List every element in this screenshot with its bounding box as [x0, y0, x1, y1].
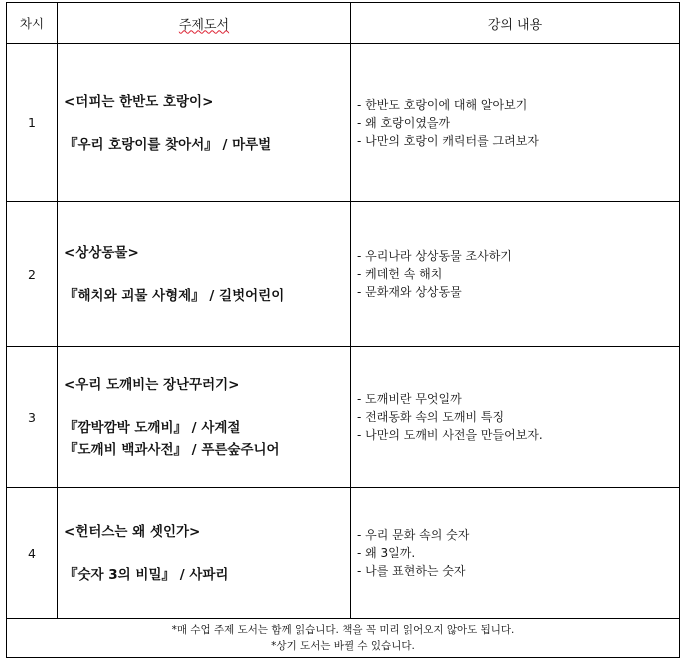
content-item: - 도깨비란 무엇일까 — [357, 392, 462, 406]
header-session: 차시 — [7, 3, 58, 44]
session-number: 4 — [7, 488, 58, 619]
content-item: - 왜 호랑이였을까 — [357, 115, 451, 130]
topic-book-cell — [58, 202, 351, 347]
header-lecture-content: 강의 내용 — [351, 3, 680, 44]
theme-title: <상상동물> — [64, 245, 139, 261]
header-topic-book — [58, 3, 351, 44]
content-item: - 한반도 호랑이에 대해 알아보기 — [357, 97, 528, 112]
footer-row — [7, 619, 680, 658]
content-item: - 케데헌 속 해치 — [357, 267, 443, 281]
session-row — [7, 202, 680, 347]
lecture-schedule-table — [6, 2, 680, 658]
header-row — [7, 3, 680, 44]
topic-book-cell — [58, 347, 351, 488]
theme-title: <더피는 한반도 호랑이> — [64, 93, 214, 110]
lecture-content-cell — [351, 347, 680, 488]
topic-book-cell — [58, 488, 351, 619]
book-reference: 『깜박깜박 도깨비』 / 사계절 — [64, 420, 241, 436]
content-item: - 우리 문화 속의 숫자 — [357, 528, 470, 542]
content-item: - 우리나라 상상동물 조사하기 — [357, 249, 512, 263]
content-item: - 문화재와 상상동물 — [357, 285, 462, 299]
lecture-content-cell — [351, 44, 680, 202]
footer-note: *상기 도서는 바뀔 수 있습니다. — [271, 640, 415, 652]
session-number: 2 — [7, 202, 58, 347]
session-row — [7, 488, 680, 619]
lecture-content-cell — [351, 488, 680, 619]
content-item: - 왜 3일까. — [357, 546, 416, 560]
theme-title: <우리 도깨비는 장난꾸러기> — [64, 377, 240, 393]
book-reference: 『숫자 3의 비밀』 / 사파리 — [64, 567, 229, 583]
content-item: - 나를 표현하는 숫자 — [357, 564, 466, 578]
content-item: - 나만의 호랑이 캐릭터를 그려보자 — [357, 133, 539, 148]
theme-title: <헌터스는 왜 셋인가> — [64, 524, 201, 540]
footer-notes — [7, 619, 680, 658]
book-reference: 『우리 호랑이를 찾아서』 / 마루벌 — [64, 136, 272, 153]
header-topic-book-label: 주제도서 — [178, 17, 230, 33]
topic-book-cell — [58, 44, 351, 202]
content-item: - 전래동화 속의 도깨비 특징 — [357, 410, 505, 424]
lecture-content-cell — [351, 202, 680, 347]
session-number: 3 — [7, 347, 58, 488]
session-number: 1 — [7, 44, 58, 202]
book-reference: 『해치와 괴물 사형제』 / 길벗어린이 — [64, 288, 285, 304]
footer-note: *매 수업 주제 도서는 함께 읽습니다. 책을 꼭 미리 읽어오지 않아도 됩니다. — [171, 624, 515, 636]
session-row — [7, 44, 680, 202]
book-reference: 『도깨비 백과사전』 / 푸른숲주니어 — [64, 442, 280, 458]
content-item: - 나만의 도깨비 사전을 만들어보자. — [357, 428, 543, 442]
session-row — [7, 347, 680, 488]
